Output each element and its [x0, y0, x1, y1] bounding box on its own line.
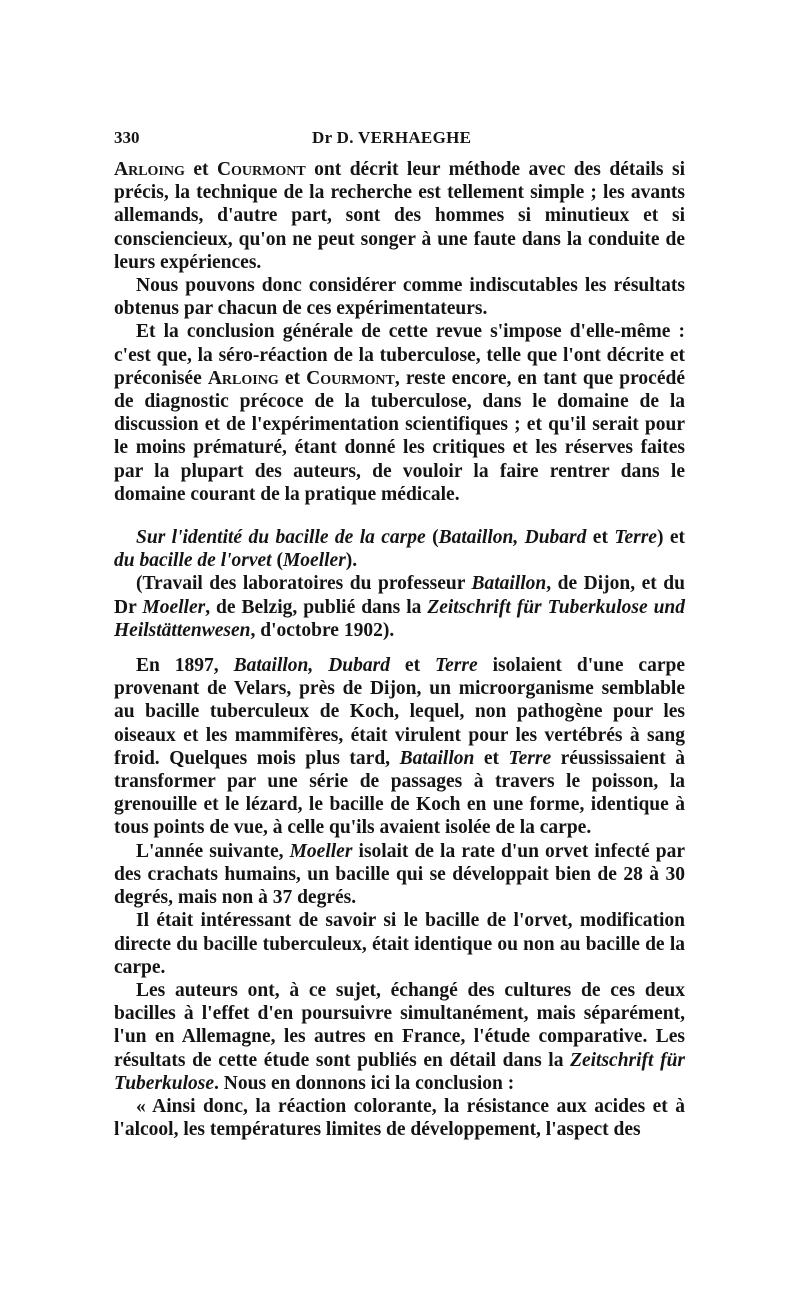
section-title: [114, 526, 685, 572]
paragraph-conclusion: [114, 320, 685, 506]
person-name: Bataillon, Dubard: [233, 655, 390, 677]
page-number: 330: [114, 128, 140, 147]
title-italic: Sur l'identité du bacille de la carpe: [136, 527, 426, 549]
paragraph-study: [114, 979, 685, 1095]
person-name: Bataillon: [471, 573, 547, 595]
person-name: Moeller: [142, 596, 206, 618]
text-run: , de Belzig, publié dans la: [205, 596, 428, 618]
text-run: Et la conclusion générale de cette revue s'impose d'elle-même : c'est que, la séro-réaction de la tuberculose, telle que l'ont décrite et préconisée: [114, 321, 685, 389]
text-run: ont décrit leur méthode avec des détails si précis, la technique de la recherche est tellement simple ; les avants allemands, d'autre part, sont des hommes si minutieux et si consciencieux, qu'on ne peut songer à une faute dans la conduite de leurs expériences.: [114, 159, 685, 273]
text-run: , reste encore, en tant que procédé de diagnostic précoce de la tuberculose, dans le domaine de la discussion et de l'expérimentation scientifiques ; et qu'il serait pour le moins prématuré, étant donné les critiques et les réserves faites par la plupart des auteurs, de vouloir la faire rentrer dans le domaine courant de la pratique médicale.: [114, 367, 685, 505]
section-source: [114, 572, 685, 642]
text-run: et: [389, 655, 436, 677]
journal-name: Zeitschrift für Tuberkulose: [114, 1049, 686, 1094]
title-italic: du bacille de l'orvet: [114, 550, 272, 572]
title-italic: Bataillon, Dubard: [438, 527, 587, 549]
text-run: et: [474, 747, 509, 769]
text-run: L'année suivante,: [136, 840, 290, 862]
title-text: et: [586, 527, 615, 549]
text-run: et: [184, 159, 217, 180]
author-name: Courmont: [306, 367, 395, 389]
title-text: (: [425, 527, 439, 549]
text-run: isolaient d'une carpe provenant de Velars, près de Dijon, un microorganisme semblable au bacille tuberculeux de Koch, lequel, non pathogène pour les oiseaux et les mammifères, était virulent pour les vertébrés à sang froid. Quelques mois plus tard,: [114, 655, 685, 769]
title-italic: Moeller: [282, 550, 346, 572]
person-name: Bataillon: [399, 747, 475, 769]
text-run: réussissaient à transformer par une série de passages à travers le poisson, la grenouille et le lézard, le bacille de Koch en une forme, identique à tous points de vue, à celle qu'ils avaient isolée de la carpe.: [114, 747, 685, 839]
title-italic: Terre: [614, 527, 657, 549]
person-name: Moeller: [289, 840, 353, 862]
book-page: [114, 126, 685, 1141]
text-run: et: [278, 367, 307, 389]
journal-name: Zeitschrift für Tuberkulose und Heilstättenwesen: [114, 596, 686, 641]
title-text: ) et: [656, 527, 685, 549]
page-header: [114, 126, 685, 158]
paragraph-history: [114, 654, 685, 840]
paragraph-results: Nous pouvons donc considérer comme indiscutables les résultats obtenus par chacun de ces expérimentateurs.: [114, 275, 685, 320]
person-name: Terre: [508, 747, 552, 769]
paragraph-methods: [114, 158, 685, 274]
title-text: (: [271, 550, 283, 572]
text-run: . Nous en donnons ici la conclusion :: [214, 1072, 515, 1094]
author-name: Arloing: [207, 367, 279, 389]
text-run: , de Dijon, et du Dr: [114, 573, 685, 618]
person-name: Terre: [435, 655, 478, 677]
title-text: ).: [345, 550, 358, 572]
author-name: Arloing: [114, 159, 185, 180]
paragraph-quote: « Ainsi donc, la réaction colorante, la résistance aux acides et à l'alcool, les températures limites de développement, l'aspect des: [114, 1095, 685, 1141]
paragraph-moeller: [114, 840, 685, 910]
text-run: , d'octobre 1902).: [250, 619, 395, 641]
author-name: Courmont: [216, 159, 306, 180]
running-head: Dr D. VERHAEGHE: [312, 128, 472, 147]
text-run: isolait de la rate d'un orvet infecté par des crachats humains, un bacille qui se développait bien de 28 à 30 degrés, mais non à 37 degrés.: [114, 840, 685, 909]
text-run: Les auteurs ont, à ce sujet, échangé des cultures de ces deux bacilles à l'effet d'en poursuivre simultanément, mais séparément, l'un en Allemagne, les autres en France, l'étude comparative. Les résultats de cette étude sont publiés en détail dans la: [114, 979, 685, 1071]
paragraph-question: Il était intéressant de savoir si le bacille de l'orvet, modification directe du bacille tuberculeux, était identique ou non au bacille de la carpe.: [114, 910, 685, 978]
text-run: (Travail des laboratoires du professeur: [136, 573, 472, 595]
text-run: En 1897,: [136, 655, 234, 677]
